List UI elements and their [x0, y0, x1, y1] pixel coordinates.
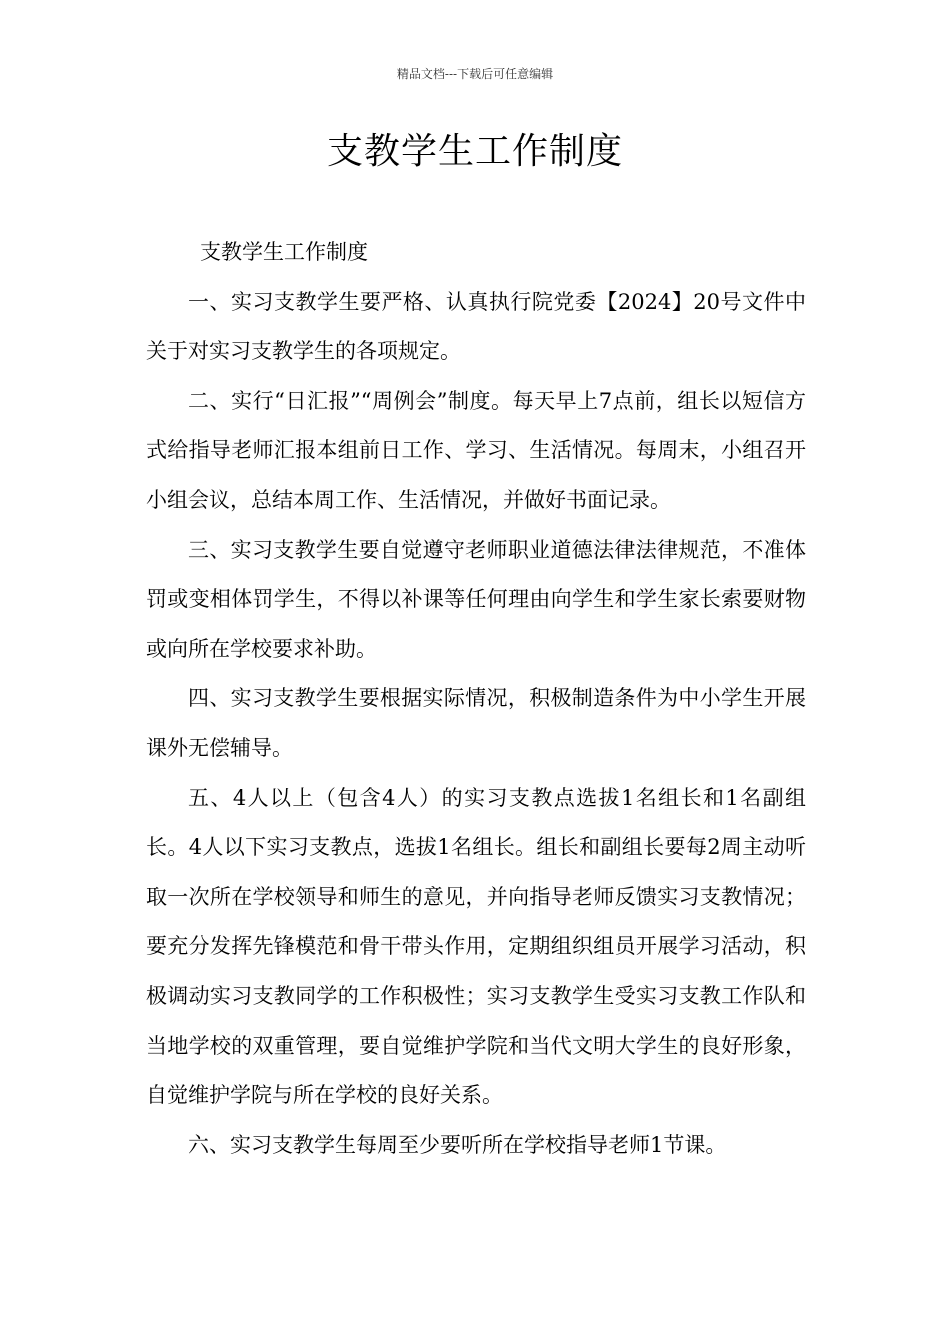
document-subtitle: 支教学生工作制度: [200, 240, 368, 264]
paragraph-4: 四、实习支教学生要根据实际情况，积极制造条件为中小学生开展课外无偿辅导。: [146, 686, 806, 760]
paragraph-3: 三、实习支教学生要自觉遵守老师职业道德法律法律规范，不准体罚或变相体罚学生，不得以补课等任何理由向学生和学生家长索要财物或向所在学校要求补助。: [146, 537, 806, 661]
paragraph-2: 二、实行“日汇报”“周例会”制度。每天早上7点前，组长以短信方式给指导老师汇报本组前日工作、学习、生活情况。每周末，小组召开小组会议，总结本周工作、生活情况，并做好书面记录。: [146, 388, 806, 512]
paragraph-6: 六、实习支教学生每周至少要听所在学校指导老师1节课。: [188, 1132, 727, 1157]
paragraph-1: 一、实习支教学生要严格、认真执行院党委【2024】20号文件中关于对实习支教学生的各项规定。: [146, 289, 806, 364]
paragraph-5: 五、4人以上（包含4人）的实习支教点选拔1名组长和1名副组长。4人以下实习支教点，选拔1名组长。组长和副组长要每2周主动听取一次所在学校领导和师生的意见，并向指导老师反馈实习支教情况；要充分发挥先锋模范和骨干带头作用，定期组织组员开展学习活动，积极调动实习支教同学的工作积极性；实习支教学生受实习支教工作队和当地学校的双重管理，要自觉维护学院和当代文明大学生的良好形象，自觉维护学院与所在学校的良好关系。: [146, 785, 806, 1108]
header-note: 精品文档---下载后可任意编辑: [396, 67, 554, 81]
document-title: 支教学生工作制度: [326, 131, 623, 172]
document-body: [146, 228, 806, 1170]
